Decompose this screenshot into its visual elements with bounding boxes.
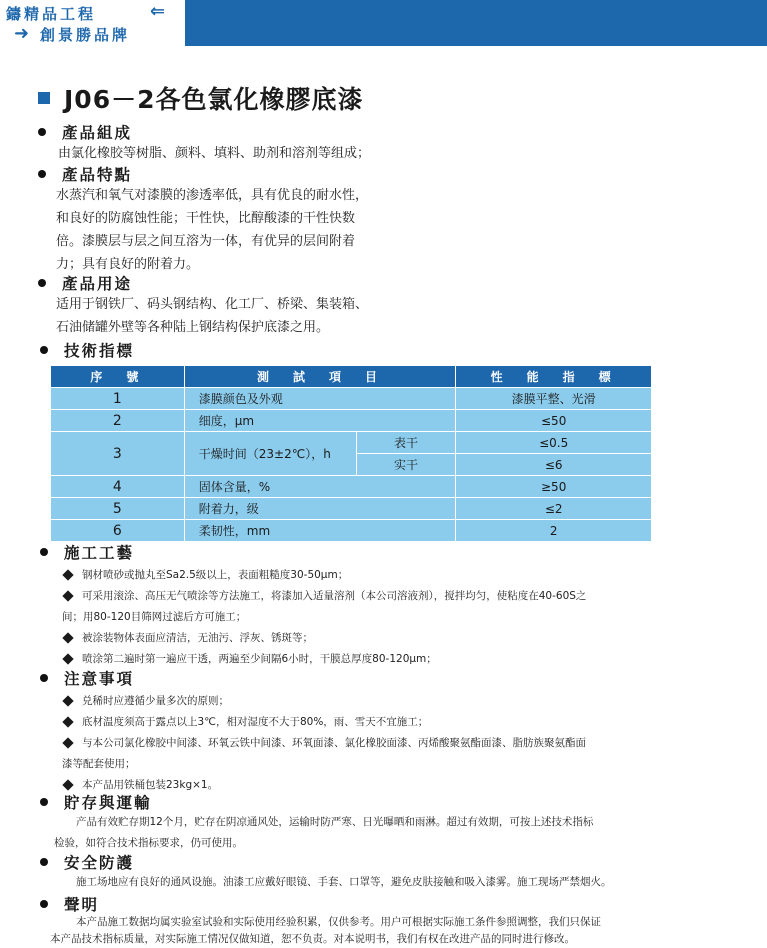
brand-slogan-1: 鑄精品工程 [6, 5, 97, 23]
list-item-continued: 间；用80-120目筛网过滤后方可施工； [62, 611, 247, 623]
text-line: 本产品施工数据均属实验室试验和实际使用经验积累，仅供参考。用户可根据实际施工条件参照调整，我们只保证 [76, 916, 601, 928]
list-item: 可采用滚涂、高压无气喷涂等方法施工，将漆加入适量溶剂（本公司溶液剂），搅拌均匀，使粘度在40-60S之 [82, 590, 587, 602]
cell-no: 6 [51, 520, 185, 542]
cell-value: ≥50 [456, 476, 652, 498]
cell-item: 附着力，级 [184, 498, 456, 520]
diamond-bullet-icon [62, 779, 73, 790]
section-text: 由氯化橡胶等树脂、颜料、填料、助剂和溶剂等组成； [58, 146, 371, 161]
diamond-bullet-icon [62, 632, 73, 643]
section-heading: 施工工藝 [64, 544, 135, 562]
cell-item: 柔韧性，mm [184, 520, 456, 542]
dot-bullet-icon [38, 170, 46, 178]
square-icon [38, 92, 50, 104]
diamond-bullet-icon [62, 695, 73, 706]
section-storage [40, 792, 593, 854]
section-usage [38, 273, 368, 339]
cell-item: 细度，μm [184, 410, 456, 432]
arrow-right-icon: ➜ [14, 23, 30, 44]
cell-sub-label: 实干 [356, 454, 456, 476]
cell-sub-label: 表干 [356, 432, 456, 454]
text-line: 力；具有良好的附着力。 [56, 257, 200, 272]
cell-no: 3 [51, 432, 185, 476]
section-application [40, 542, 586, 670]
cell-item: 干燥时间（23±2℃），h [184, 432, 356, 476]
text-line: 产品有效贮存期12个月，贮存在阴凉通风处，运输时防严寒、日光曝晒和雨淋。超过有效期，可按上述技术指标 [76, 816, 594, 828]
dot-bullet-icon [38, 128, 46, 136]
list-item: 兑稀时应遵循少量多次的原则； [82, 695, 229, 707]
section-heading: 產品特點 [62, 166, 133, 184]
table-row [51, 520, 652, 542]
section-safety [40, 852, 612, 893]
text-line: 和良好的防腐蚀性能；干性快，比醇酸漆的干性快数 [56, 211, 356, 226]
section-heading: 貯存與運輸 [64, 794, 152, 812]
brand-box [0, 0, 185, 46]
section-heading: 產品用途 [62, 275, 133, 293]
cell-value: ≤6 [456, 454, 652, 476]
header-no: 序 號 [51, 366, 185, 388]
diamond-bullet-icon [62, 590, 73, 601]
cell-item: 固体含量，% [184, 476, 456, 498]
table-row [51, 476, 652, 498]
section-composition [38, 122, 370, 165]
list-item-continued: 漆等配套使用； [62, 758, 136, 770]
table-row [51, 410, 652, 432]
section-specs [40, 340, 134, 360]
diamond-bullet-icon [62, 653, 73, 664]
dot-bullet-icon [40, 900, 48, 908]
dot-bullet-icon [40, 548, 48, 556]
arrow-left-icon: ⇐ [150, 1, 166, 22]
header-value: 性 能 指 標 [456, 366, 652, 388]
text-line: 倍。漆膜层与层之间互溶为一体，有优异的层间附着 [56, 234, 356, 249]
section-features [38, 164, 368, 276]
text-line: 适用于钢铁厂、码头钢结构、化工厂、桥梁、集装箱、 [56, 297, 369, 312]
list-item: 被涂装物体表面应清洁，无油污、浮灰、锈斑等； [82, 632, 313, 644]
cell-value: 漆膜平整、光滑 [456, 388, 652, 410]
dot-bullet-icon [40, 674, 48, 682]
text-line: 水蒸汽和氧气对漆膜的渗透率低，具有优良的耐水性， [56, 188, 369, 203]
cell-item: 漆膜颜色及外观 [184, 388, 456, 410]
section-heading: 聲明 [64, 896, 100, 914]
section-heading: 技術指標 [64, 342, 135, 360]
spec-table [50, 365, 652, 542]
page-title-row [38, 82, 364, 114]
list-item: 钢材喷砂或抛丸至Sa2.5级以上，表面粗糙度30-50μm； [82, 569, 349, 581]
section-heading: 安全防護 [64, 854, 135, 872]
cell-value: 2 [456, 520, 652, 542]
list-item: 喷涂第二遍时第一遍应干透，两遍至少间隔6小时，干膜总厚度80-120μm； [82, 653, 437, 665]
diamond-bullet-icon [62, 737, 73, 748]
dot-bullet-icon [40, 798, 48, 806]
cell-value: ≤0.5 [456, 432, 652, 454]
list-item: 本产品用铁桶包装23kg×1。 [82, 779, 219, 791]
table-row [51, 432, 652, 454]
page-title: J06－2各色氯化橡膠底漆 [64, 85, 364, 114]
header-item: 測 試 項 目 [184, 366, 456, 388]
cell-no: 5 [51, 498, 185, 520]
list-item: 底材温度须高于露点以上3℃，相对湿度不大于80%，雨、雪天不宜施工； [82, 716, 429, 728]
text-line: 石油储罐外壁等各种陆上钢结构保护底漆之用。 [56, 320, 330, 335]
diamond-bullet-icon [62, 569, 73, 580]
brand-slogan-2: 創景勝品牌 [40, 26, 131, 44]
cell-value: ≤50 [456, 410, 652, 432]
diamond-bullet-icon [62, 716, 73, 727]
dot-bullet-icon [38, 279, 46, 287]
table-row [51, 498, 652, 520]
text-line: 本产品技术指标质量，对实际施工情况仅做知道，恕不负责。对本说明书，我们有权在改进产品的同时进行修改。 [50, 933, 575, 945]
cell-no: 2 [51, 410, 185, 432]
dot-bullet-icon [40, 858, 48, 866]
cell-no: 1 [51, 388, 185, 410]
table-row [51, 388, 652, 410]
text-line: 检验，如符合技术指标要求，仍可使用。 [54, 837, 243, 849]
list-item: 与本公司氯化橡胶中间漆、环氧云铁中间漆、环氧面漆、氯化橡胶面漆、丙烯酸聚氨酯面漆、脂肪族聚氨酯面 [82, 737, 586, 749]
section-statement [40, 894, 601, 948]
section-notes [40, 668, 586, 796]
cell-value: ≤2 [456, 498, 652, 520]
table-header-row [51, 366, 652, 388]
text-line: 施工场地应有良好的通风设施。油漆工应戴好眼镜、手套、口罩等，避免皮肤接触和吸入漆雾。施工现场严禁烟火。 [76, 876, 612, 888]
section-heading: 產品組成 [62, 124, 133, 142]
dot-bullet-icon [40, 346, 48, 354]
section-heading: 注意事項 [64, 670, 135, 688]
cell-no: 4 [51, 476, 185, 498]
